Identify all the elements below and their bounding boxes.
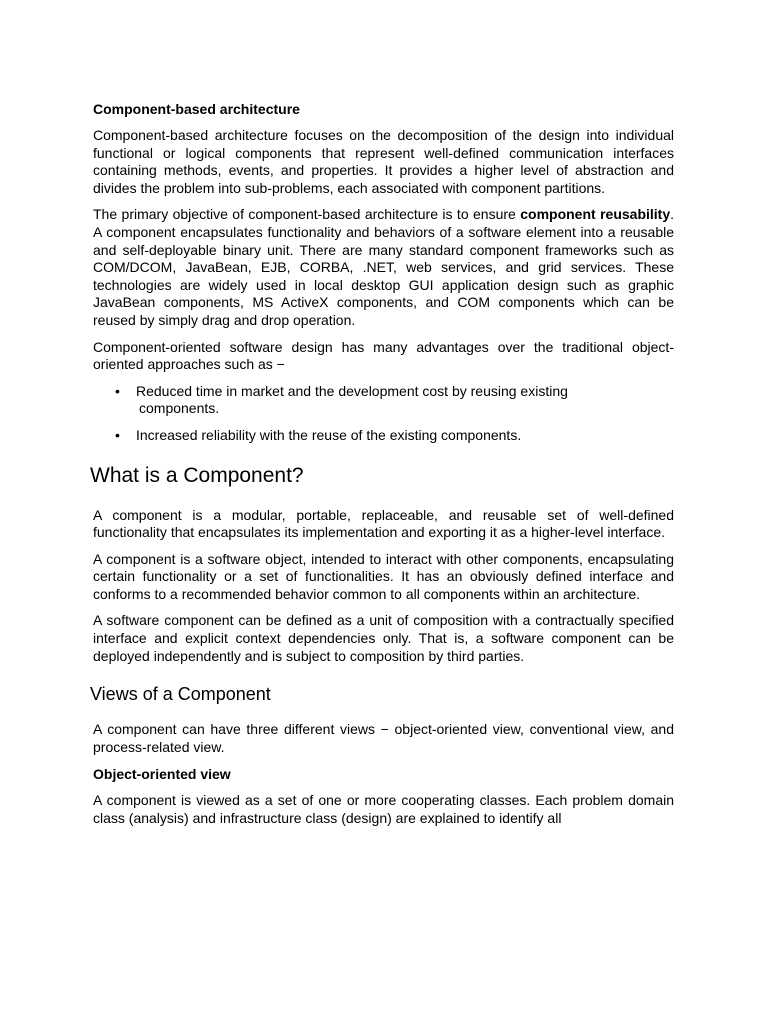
list-item-text: Reduced time in market and the development cost by reusing existing (136, 382, 568, 399)
list-item-text-continued: components. (139, 400, 220, 417)
paragraph-primary-objective-text-end: . A component encapsulates functionality and behaviors of a software element into a reusable and self-deployable binary unit. There are many standard component frameworks such as COM/DCOM, JavaBean, EJB, CORBA, .NET, web services, and grid services. These technologies are widely used in local desktop GUI application design such as graphic JavaBean components, MS ActiveX components, and COM components which can be reused by simply drag and drop operation. (93, 206, 675, 328)
bullet-icon: • (115, 382, 120, 399)
paragraph-component-definition-3: A software component can be defined as a unit of composition with a contractually specified interface and explicit context dependencies only. That is, a software component can be deployed independently and is subject to composition by third parties. (93, 612, 674, 664)
list-item (93, 427, 674, 445)
list-item-text: Increased reliability with the reuse of the existing components. (136, 426, 522, 443)
paragraph-decomposition: Component-based architecture focuses on the decomposition of the design into individual functional or logical components that represent well-defined communication interfaces containing methods, events, and properties. It provides a higher level of abstraction and divides the problem into sub-problems, each associated with component partitions. (93, 127, 674, 196)
section-heading-views-of-a-component: Views of a Component (90, 684, 271, 705)
paragraph-component-definition-1: A component is a modular, portable, replaceable, and reusable set of well-defined functionality that encapsulates its implementation and exporting it as a higher-level interface. (93, 506, 674, 541)
paragraph-primary-objective-text-start: The primary objective of component-based architecture is to ensure (93, 206, 521, 223)
advantages-list (93, 383, 674, 445)
subheading-object-oriented-view: Object-oriented view (93, 766, 231, 783)
list-item (93, 383, 674, 418)
paragraph-primary-objective (93, 206, 674, 329)
paragraph-three-views: A component can have three different views − object-oriented view, conventional view, and process-related view. (93, 721, 674, 755)
section-heading-component-based-architecture: Component-based architecture (93, 101, 300, 117)
bold-component-reusability: component reusability (520, 206, 671, 223)
section-heading-what-is-a-component: What is a Component? (90, 463, 304, 487)
bullet-icon: • (115, 426, 120, 443)
paragraph-advantages-intro: Component-oriented software design has many advantages over the traditional object-oriented approaches such as − (93, 338, 674, 373)
paragraph-object-oriented-view: A component is viewed as a set of one or more cooperating classes. Each problem domain class (analysis) and infrastructure class (design) are explained to identify all (93, 792, 674, 827)
paragraph-component-definition-2: A component is a software object, intended to interact with other components, encapsulating certain functionality or a set of functionalities. It has an obviously defined interface and conforms to a recommended behavior common to all components within an architecture. (93, 550, 674, 602)
document-page (90, 100, 675, 837)
